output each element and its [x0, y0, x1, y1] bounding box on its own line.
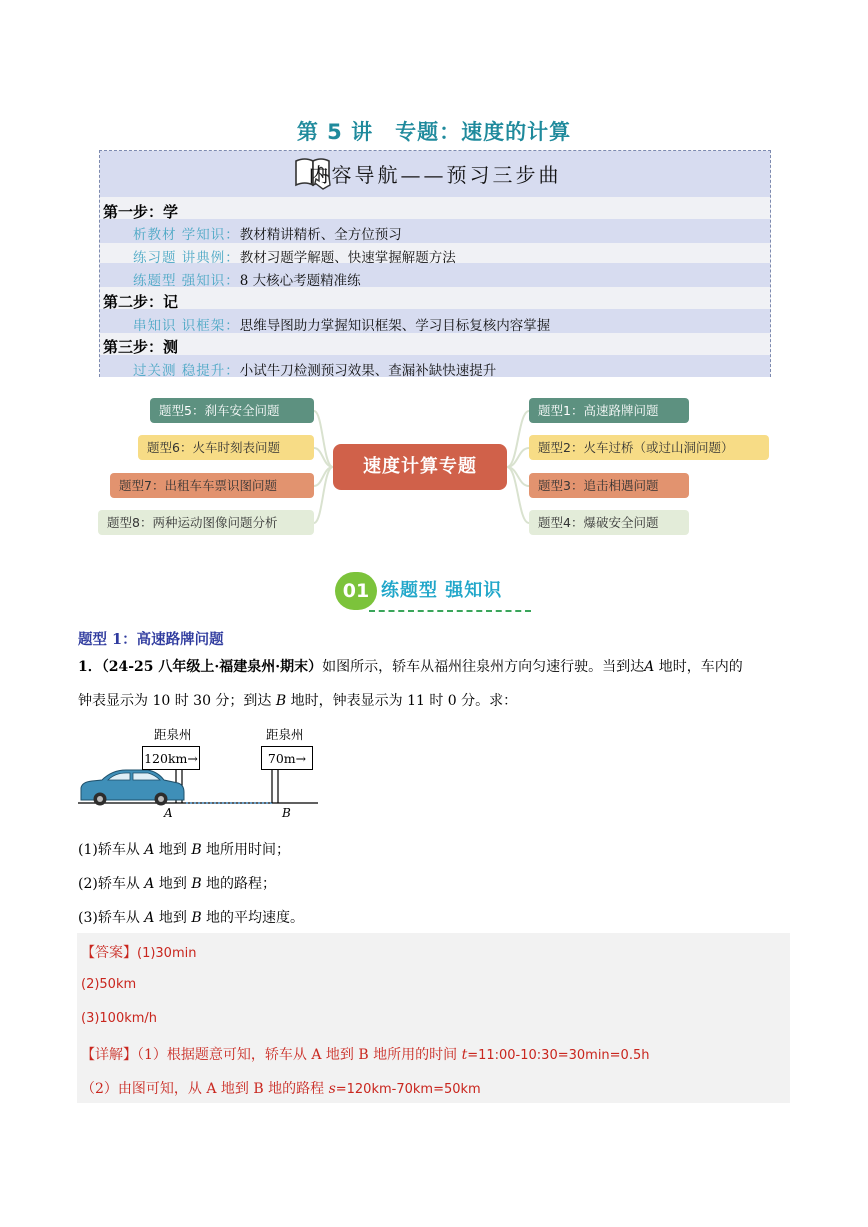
topic-3: 题型3：追击相遇问题: [529, 473, 689, 498]
question-source: （24-25 八年级上·福建泉州·期末）: [101, 659, 323, 675]
answer-line-2: (2)50km: [81, 977, 137, 992]
detail-formula: =120km-70km=50km: [335, 1082, 481, 1097]
part-text: 地到: [154, 842, 192, 858]
point-a-label: A: [164, 806, 173, 820]
mind-map: [98, 392, 770, 542]
topic-1: 题型1：高速路牌问题: [529, 398, 689, 423]
section-banner: [335, 572, 545, 614]
part-text: 地的平均速度。: [201, 910, 305, 926]
stem-text: 钟表显示为 10 时 30 分；到达: [78, 693, 276, 709]
detail-text: （2）由图可知，从 A 地到 B 地的路程: [81, 1081, 329, 1097]
stem-text: 地时，钟表显示为 11 时 0 分。求：: [286, 693, 518, 709]
part-variable: B: [191, 876, 202, 892]
step-item: [133, 314, 550, 334]
step-item-desc: 小试牛刀检测预习效果、查漏补缺快速提升: [239, 363, 497, 379]
step-1-title: 第一步：学: [103, 203, 179, 221]
detail-formula: =11:00-10:30=30min=0.5h: [467, 1048, 650, 1063]
step-item-desc: 教材习题学解题、快速掌握解题方法: [239, 250, 456, 266]
answer-block: [77, 933, 790, 1103]
section-title: 练题型 强知识: [381, 580, 503, 601]
answer-line-1: [81, 942, 196, 962]
step-item-desc: 教材精讲精析、全方位预习: [239, 227, 402, 243]
step-2-title: 第二步：记: [103, 293, 179, 311]
part-variable: A: [144, 842, 155, 858]
part-variable: A: [144, 910, 155, 926]
question-part-3: [78, 907, 304, 927]
road-sign-figure: [78, 722, 328, 822]
detail-line-2: [81, 1078, 481, 1098]
answer-value: (1)30min: [137, 946, 197, 961]
step-item: [133, 223, 402, 243]
topic-8: 题型8：两种运动图像问题分析: [98, 510, 314, 535]
nav-header-title: 内容导航——预习三步曲: [308, 163, 562, 187]
detail-text: （1）根据题意可知，轿车从 A 地到 B 地所用的时间: [137, 1047, 462, 1063]
stem-variable: B: [275, 693, 287, 709]
question-stem-line-1: [78, 656, 743, 676]
part-variable: B: [191, 910, 202, 926]
detail-tag: 【详解】: [81, 1047, 137, 1063]
detail-line-1: [81, 1044, 649, 1064]
answer-tag: 【答案】: [81, 945, 137, 961]
content-navigation-box: [99, 150, 771, 377]
part-text: 地的路程；: [201, 876, 277, 892]
detail-variable: t: [461, 1047, 468, 1063]
stem-text: 如图所示，轿车从福州往泉州方向匀速行驶。当到达: [322, 659, 645, 675]
topic-2: 题型2：火车过桥（或过山洞问题）: [529, 435, 769, 460]
point-b-label: B: [282, 806, 291, 820]
stem-text: 地时，车内的: [654, 659, 743, 675]
part-text: (3)轿车从: [78, 910, 145, 926]
question-type-heading: 题型 1：高速路牌问题: [78, 631, 224, 648]
mind-map-center-topic: 速度计算专题: [333, 444, 507, 490]
question-number: 1．: [78, 659, 102, 675]
part-variable: A: [144, 876, 155, 892]
topic-7: 题型7：出租车车票识图问题: [110, 473, 314, 498]
step-item-key: 练题型 强知识：: [133, 273, 240, 289]
step-item: [133, 359, 496, 379]
step-3-title: 第三步：测: [103, 338, 179, 356]
step-item-desc: 思维导图助力掌握知识框架、学习目标复核内容掌握: [239, 318, 551, 334]
sign-a-label: 距泉州: [154, 727, 192, 742]
part-text: (2)轿车从: [78, 876, 145, 892]
question-part-1: [78, 839, 290, 859]
page-title: 第 5 讲 专题：速度的计算: [296, 120, 572, 144]
section-number-badge: 01: [335, 572, 377, 610]
part-text: 地到: [154, 910, 192, 926]
part-text: (1)轿车从: [78, 842, 145, 858]
answer-line-3: (3)100km/h: [81, 1011, 158, 1026]
sign-b-label: 距泉州: [266, 727, 304, 742]
part-text: 地到: [154, 876, 192, 892]
step-item-key: 过关测 稳提升：: [133, 363, 240, 379]
step-item: [133, 269, 361, 289]
topic-6: 题型6：火车时刻表问题: [138, 435, 314, 460]
question-part-2: [78, 873, 276, 893]
car-icon: [81, 770, 184, 806]
step-item-desc: 8 大核心考题精准练: [239, 273, 361, 289]
stem-variable: A: [644, 659, 655, 675]
detail-variable: s: [328, 1081, 336, 1097]
sign-b-distance: 70m→: [261, 746, 313, 770]
step-item-key: 析教材 学知识：: [133, 227, 240, 243]
sign-a-distance: 120km→: [142, 746, 200, 770]
step-item-key: 串知识 识框架：: [133, 318, 240, 334]
part-variable: B: [191, 842, 202, 858]
topic-4: 题型4：爆破安全问题: [529, 510, 689, 535]
part-text: 地所用时间；: [201, 842, 291, 858]
topic-5: 题型5：刹车安全问题: [150, 398, 314, 423]
section-underline: [369, 610, 531, 612]
step-item-key: 练习题 讲典例：: [133, 250, 240, 266]
step-item: [133, 246, 456, 266]
question-stem-line-2: [78, 690, 517, 710]
